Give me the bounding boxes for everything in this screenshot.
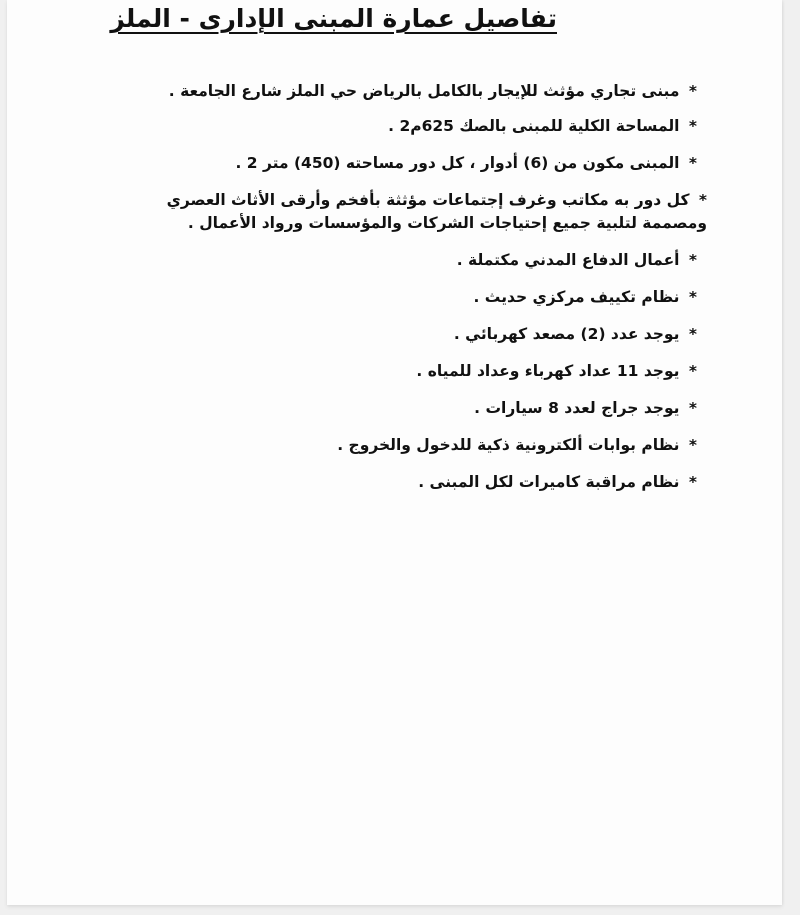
list-item — [97, 115, 697, 138]
list-item — [97, 360, 697, 383]
bullet-star-icon: * — [688, 362, 697, 380]
list-item — [97, 80, 697, 103]
list-item-text: نظام مراقبة كاميرات لكل المبنى . — [418, 473, 680, 491]
building-details-list — [97, 80, 707, 508]
bullet-star-icon: * — [688, 399, 697, 417]
bullet-star-icon: * — [698, 191, 707, 209]
list-item — [97, 249, 697, 272]
bullet-star-icon: * — [688, 117, 697, 135]
list-item-text: أعمال الدفاع المدني مكتملة . — [456, 251, 680, 269]
bullet-star-icon: * — [688, 288, 697, 306]
list-item-text: نظام تكييف مركزي حديث . — [473, 288, 680, 306]
list-item — [97, 189, 707, 235]
list-item-text: المساحة الكلية للمبنى بالصك 625م2 . — [388, 117, 680, 135]
list-item — [97, 286, 697, 309]
list-item-text: نظام بوابات ألكترونية ذكية للدخول والخروج . — [337, 436, 680, 454]
list-item-text: كل دور به مكاتب وغرف إجتماعات مؤثثة بأفخم وأرقى الأثاث العصري ومصممة لتلبية جميع إحتياجات الشركات والمؤسسات ورواد الأعمال . — [166, 191, 707, 232]
list-item — [97, 471, 697, 494]
document-sheet — [7, 0, 782, 905]
list-item-text: يوجد عدد (2) مصعد كهربائي . — [453, 325, 680, 343]
list-item-text: مبنى تجاري مؤثث للإيجار بالكامل بالرياض حي الملز شارع الجامعة . — [168, 82, 680, 100]
bullet-star-icon: * — [688, 325, 697, 343]
list-item-text: يوجد 11 عداد كهرباء وعداد للمياه . — [416, 362, 680, 380]
list-item — [97, 397, 697, 420]
list-item-text: يوجد جراج لعدد 8 سيارات . — [474, 399, 680, 417]
bullet-star-icon: * — [688, 82, 697, 100]
list-item — [97, 152, 697, 175]
bullet-star-icon: * — [688, 436, 697, 454]
bullet-star-icon: * — [688, 473, 697, 491]
bullet-star-icon: * — [688, 251, 697, 269]
list-item-text: المبنى مكون من (6) أدوار ، كل دور مساحته (450) متر 2 . — [235, 154, 680, 172]
document-title: تفاصيل عمارة المبنى الإدارى - الملز — [110, 4, 557, 33]
list-item — [97, 323, 697, 346]
list-item — [97, 434, 697, 457]
bullet-star-icon: * — [688, 154, 697, 172]
